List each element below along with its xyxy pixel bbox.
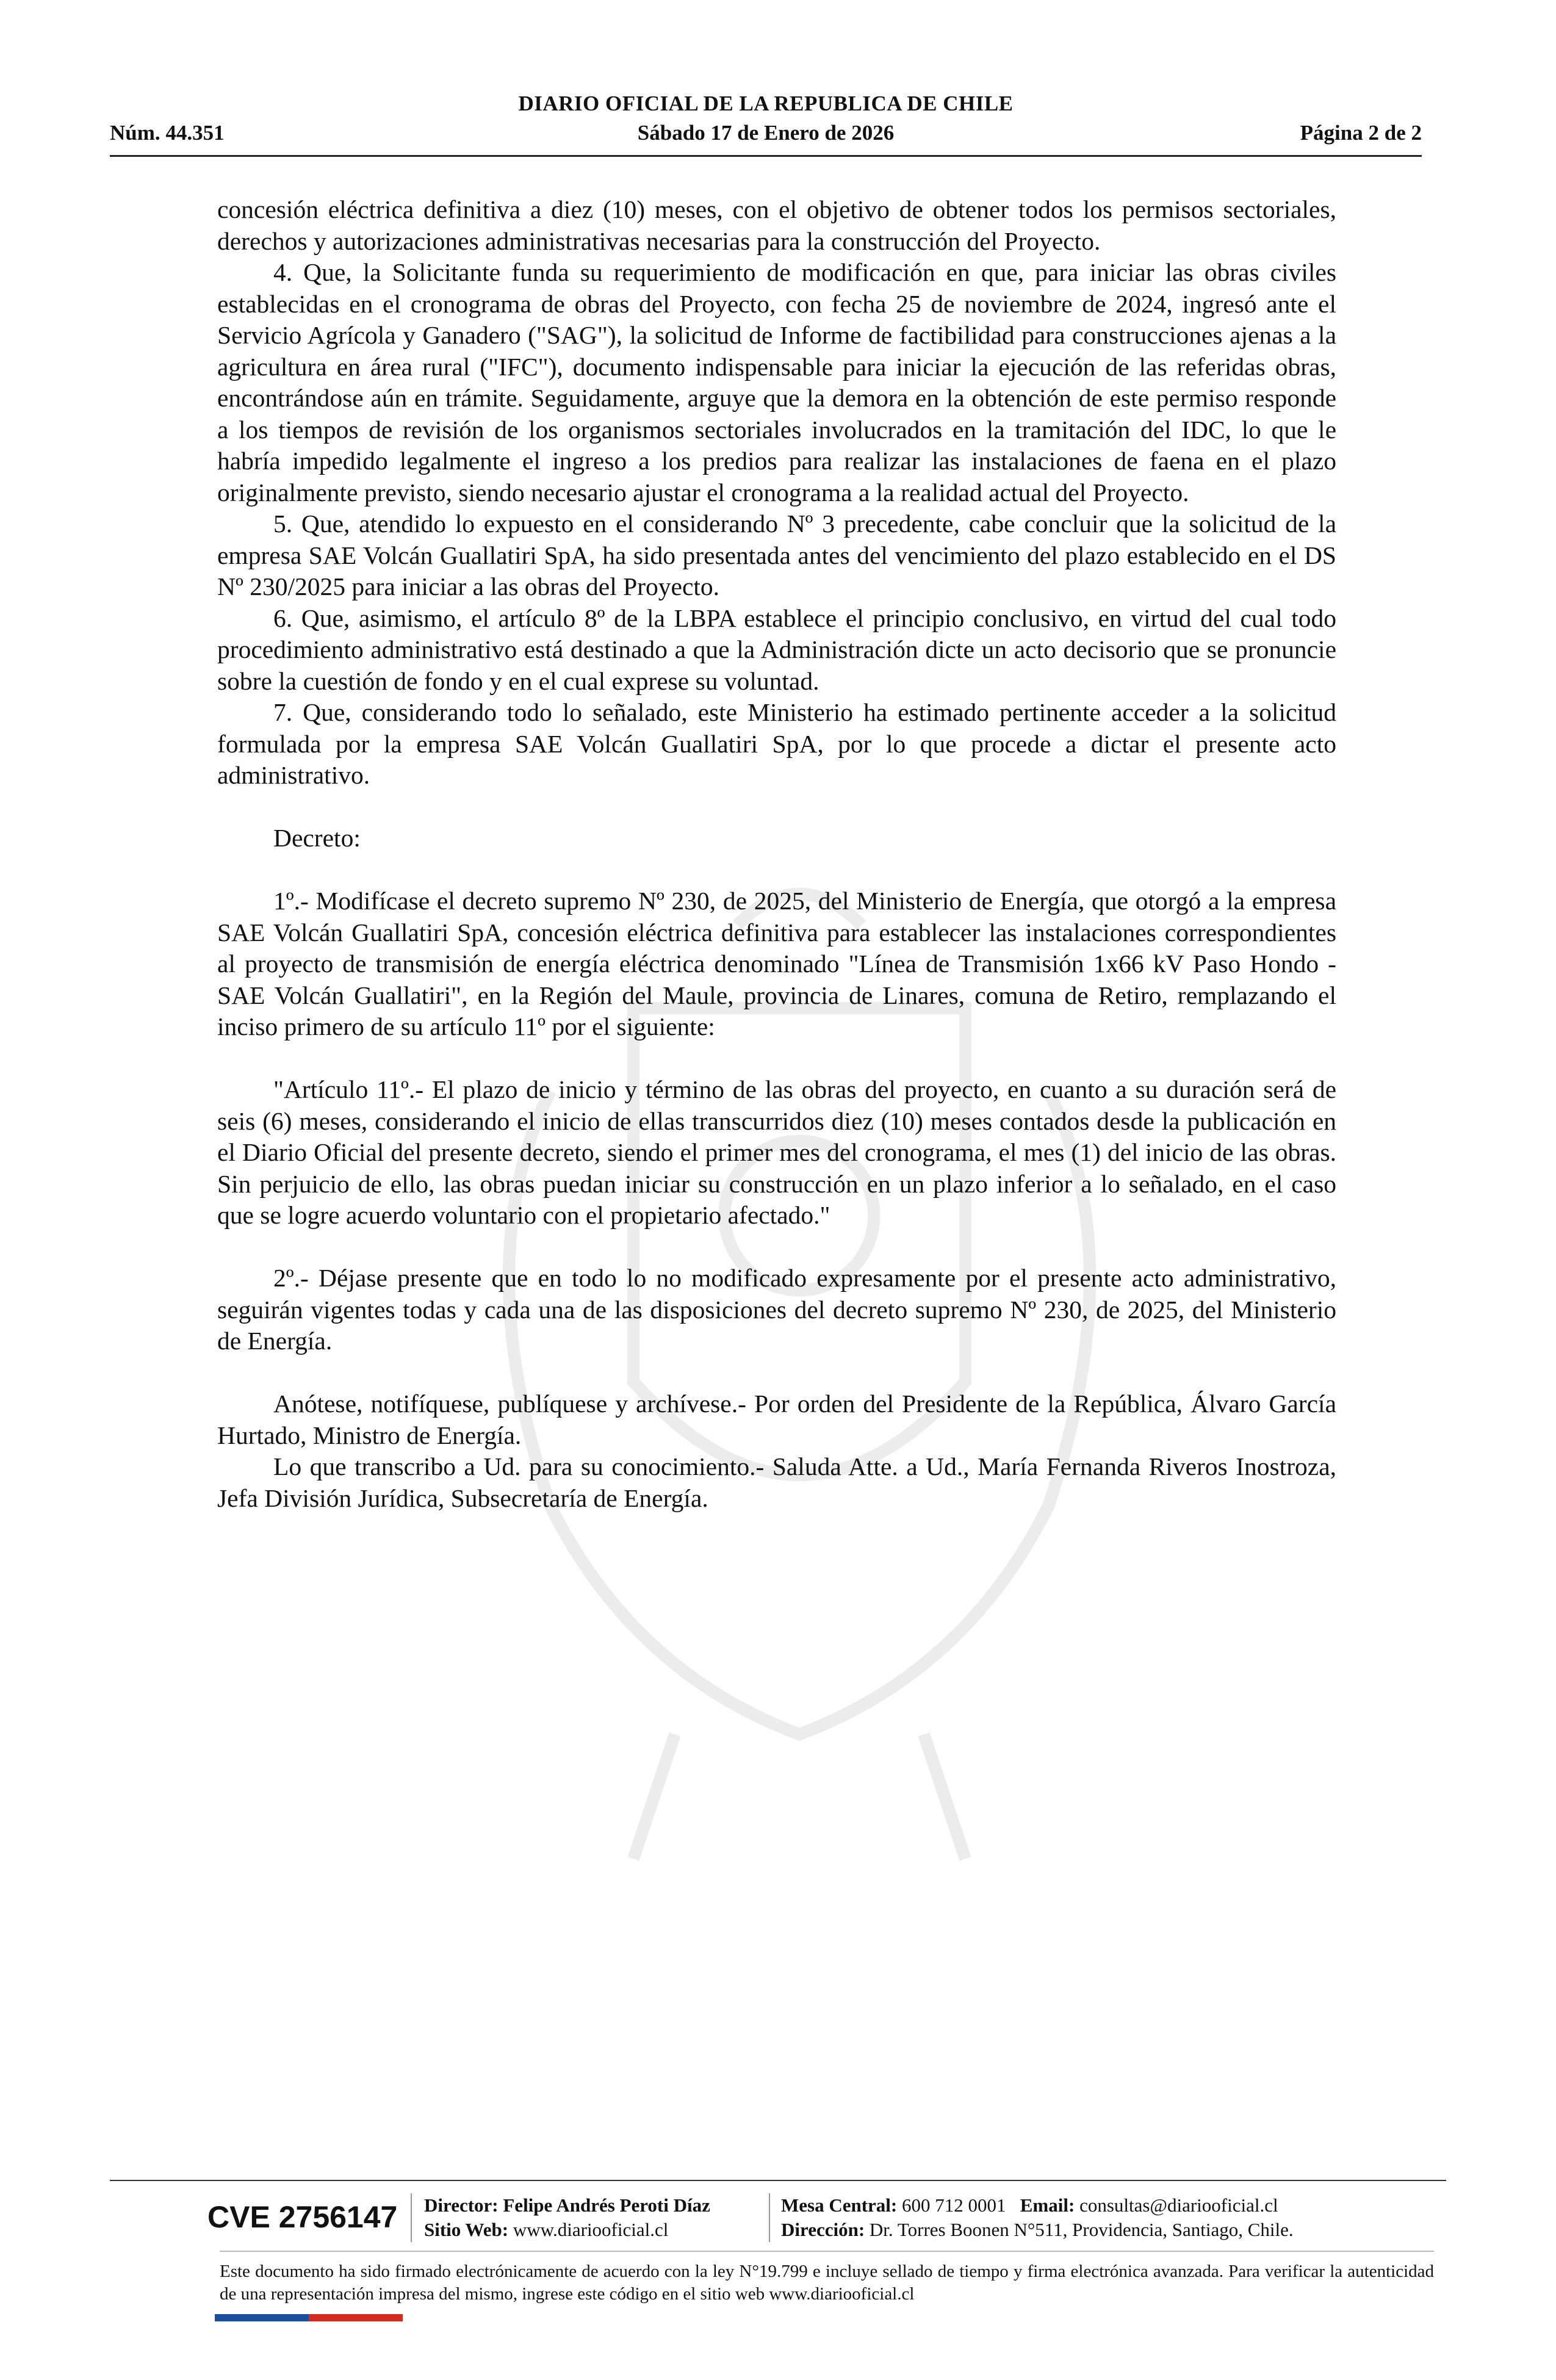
- email-link[interactable]: consultas@diariooficial.cl: [1079, 2194, 1278, 2216]
- director-name: Felipe Andrés Peroti Díaz: [503, 2194, 710, 2216]
- footer-contact-block: [781, 2193, 1294, 2242]
- page-number: Página 2 de 2: [1300, 121, 1422, 145]
- mesa-phone: 600 712 0001: [902, 2194, 1006, 2216]
- footer-separator: [411, 2193, 412, 2242]
- address-label: Dirección:: [781, 2219, 865, 2240]
- article-1: 1º.- Modifícase el decreto supremo Nº 230, de 2025, del Ministerio de Energía, que otorgó a la empresa SAE Volcán Guallatiri SpA, concesión eléctrica definitiva para establecer las instalaciones correspondientes al proyecto de transmisión de energía eléctrica denominado "Línea de Transmisión 1x66 kV Paso Hondo - SAE Volcán Guallatiri", en la Región del Maule, provincia de Linares, comuna de Retiro, remplazando el inciso primero de su artículo 11º por el siguiente:: [217, 887, 1336, 1040]
- article-quote: "Artículo 11º.- El plazo de inicio y término de las obras del proyecto, en cuanto a su duración será de seis (6) meses, considerando el inicio de ellas transcurridos diez (10) meses contados desde la publicación en el Diario Oficial del presente decreto, siendo el primer mes del cronograma, el mes (1) del inicio de las obras. Sin perjuicio de ello, las obras puedan iniciar su construcción en un plazo inferior a lo señalado, en el caso que se logre acuerdo voluntario con el propietario afectado.": [217, 1075, 1336, 1229]
- address-value: Dr. Torres Boonen N°511, Providencia, Santiago, Chile.: [869, 2219, 1294, 2240]
- header-divider: [110, 155, 1422, 157]
- footer-inner-divider: [220, 2251, 1434, 2252]
- flag-blue-segment: [215, 2314, 309, 2321]
- page-footer: [110, 2180, 1446, 2326]
- cve-code: CVE 2756147: [207, 2200, 398, 2234]
- issue-number: Núm. 44.351: [110, 121, 225, 145]
- footer-divider: [110, 2180, 1446, 2181]
- mesa-label: Mesa Central:: [781, 2194, 898, 2216]
- page-header: [110, 92, 1422, 159]
- footer-separator: [769, 2193, 770, 2242]
- paragraph: 6. Que, asimismo, el artículo 8º de la LBPA establece el principio conclusivo, en virtud del cual todo procedimiento administrativo está destinado a que la Administración dicte un acto decisorio que se pronuncie sobre la cuestión de fondo y en el cual exprese su voluntad.: [217, 604, 1336, 695]
- signature-notice: Este documento ha sido firmado electrónicamente de acuerdo con la ley N°19.799 e incluye sellado de tiempo y firma electrónica avanzada. Para verificar la autenticidad de una representación impresa del mismo, ingrese este código en el sitio web www.diariooficial.cl: [220, 2262, 1434, 2304]
- document-body: [217, 194, 1336, 1514]
- closing-paragraph: Anótese, notifíquese, publíquese y archívese.- Por orden del Presidente de la República, Álvaro García Hurtado, Ministro de Energía.: [217, 1390, 1336, 1449]
- footer-director-block: [424, 2193, 710, 2242]
- issue-date: Sábado 17 de Enero de 2026: [637, 121, 895, 145]
- email-label: Email:: [1020, 2194, 1075, 2216]
- flag-color-bar: [215, 2314, 403, 2321]
- article-2: 2º.- Déjase presente que en todo lo no modificado expresamente por el presente acto administrativo, seguirán vigentes todas y cada una de las disposiciones del decreto supremo Nº 230, de 2025, del Ministerio de Energía.: [217, 1264, 1336, 1355]
- website-label: Sitio Web:: [424, 2219, 509, 2240]
- director-label: Director:: [424, 2194, 499, 2216]
- flag-red-segment: [309, 2314, 403, 2321]
- paragraph: 7. Que, considerando todo lo señalado, este Ministerio ha estimado pertinente acceder a la solicitud formulada por la empresa SAE Volcán Guallatiri SpA, por lo que procede a dictar el presente acto administrativo.: [217, 698, 1336, 789]
- newspaper-title: DIARIO OFICIAL DE LA REPUBLICA DE CHILE: [518, 92, 1014, 115]
- website-link[interactable]: www.diariooficial.cl: [513, 2219, 669, 2240]
- closing-paragraph: Lo que transcribo a Ud. para su conocimiento.- Saluda Atte. a Ud., María Fernanda Riveros Inostroza, Jefa División Jurídica, Subsecretaría de Energía.: [217, 1452, 1336, 1512]
- paragraph: concesión eléctrica definitiva a diez (10) meses, con el objetivo de obtener todos los permisos sectoriales, derechos y autorizaciones administrativas necesarias para la construcción del Proyecto.: [217, 195, 1336, 255]
- paragraph: 4. Que, la Solicitante funda su requerimiento de modificación en que, para iniciar las obras civiles establecidas en el cronograma de obras del Proyecto, con fecha 25 de noviembre de 2024, ingresó ante el Servicio Agrícola y Ganadero ("SAG"), la solicitud de Informe de factibilidad para construcciones ajenas a la agricultura en área rural ("IFC"), documento indispensable para iniciar la ejecución de las referidas obras, encontrándose aún en trámite. Seguidamente, arguye que la demora en la obtención de este permiso responde a los tiempos de revisión de los organismos sectoriales involucrados en la tramitación del IDC, lo que le habría impedido legalmente el ingreso a los predios para realizar las instalaciones de faena en el plazo originalmente previsto, siendo necesario ajustar el cronograma a la realidad actual del Proyecto.: [217, 258, 1336, 507]
- paragraph: 5. Que, atendido lo expuesto en el considerando Nº 3 precedente, cabe concluir que la solicitud de la empresa SAE Volcán Guallatiri SpA, ha sido presentada antes del vencimiento del plazo establecido en el DS Nº 230/2025 para iniciar a las obras del Proyecto.: [217, 510, 1336, 600]
- decreto-heading: Decreto:: [273, 824, 361, 852]
